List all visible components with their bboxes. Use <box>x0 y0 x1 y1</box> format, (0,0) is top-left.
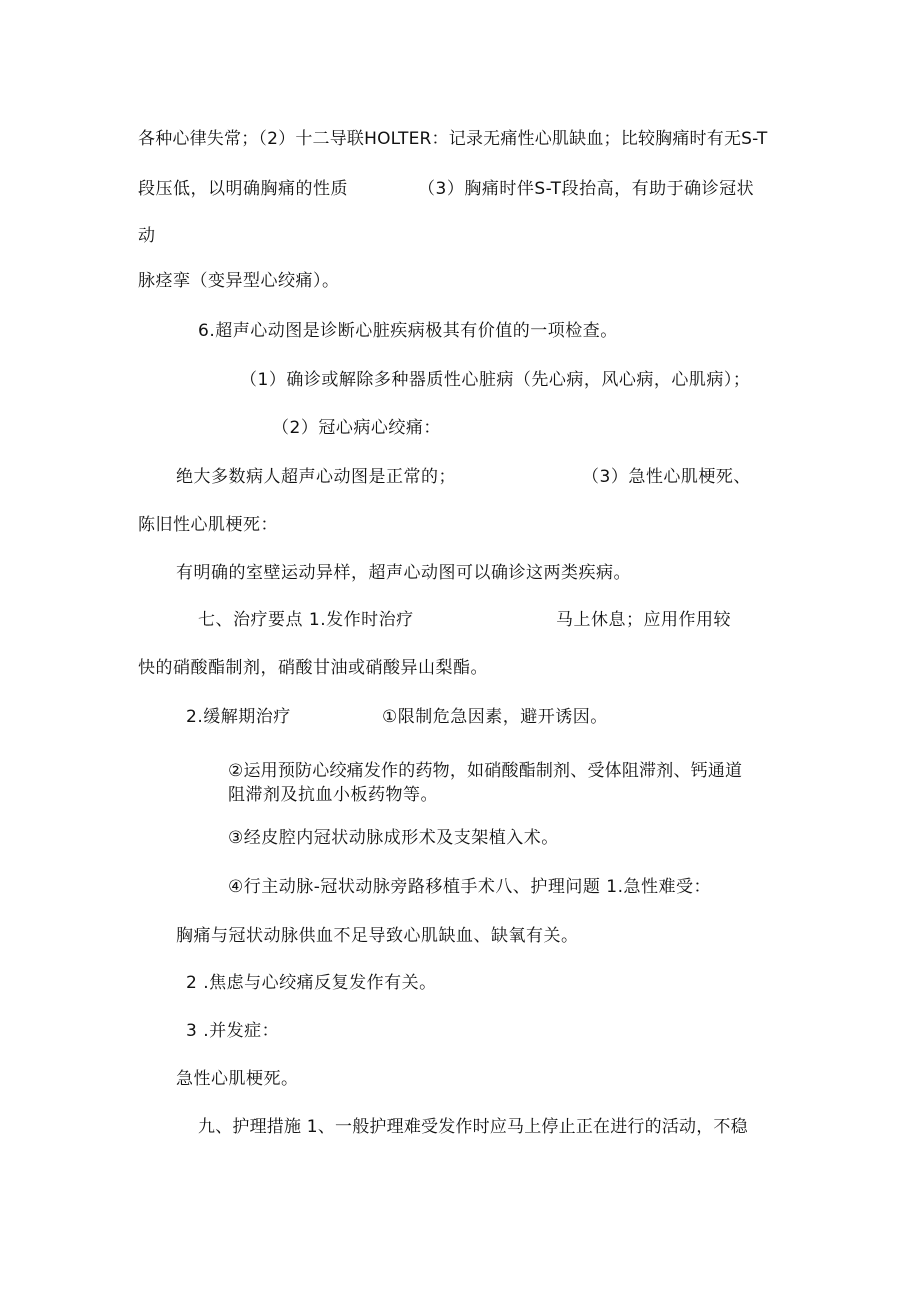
text-line-13: 七、治疗要点 1.发作时治疗 <box>198 610 414 630</box>
text-line-19: 阻滞剂及抗血小板药物等。 <box>228 785 438 805</box>
text-line-16: 2.缓解期治疗 <box>186 707 291 727</box>
text-line-1: 各种心律失常；（2）十二导联HOLTER：记录无痛性心肌缺血；比较胸痛时有无S-T <box>138 129 768 149</box>
text-line-11: 陈旧性心肌梗死： <box>138 515 278 535</box>
text-line-20: ③经皮腔内冠状动脉成形术及支架植入术。 <box>228 828 559 848</box>
text-line-14: 马上休息；应用作用较 <box>556 610 731 630</box>
text-line-18: ②运用预防心绞痛发作的药物，如硝酸酯制剂、受体阻滞剂、钙通道 <box>228 761 743 781</box>
text-line-10: （3）急性心肌梗死、 <box>582 467 751 487</box>
text-line-15: 快的硝酸酯制剂，硝酸甘油或硝酸异山梨酯。 <box>138 658 488 678</box>
text-line-2: 段压低，以明确胸痛的性质 <box>138 179 348 199</box>
text-line-7: （1）确诊或解除多种器质性心脏病（先心病，风心病，心肌病）； <box>240 370 751 390</box>
text-line-8: （2）冠心病心绞痛： <box>272 418 441 438</box>
text-line-21: ④行主动脉-冠状动脉旁路移植手术八、护理问题 1.急性难受： <box>228 877 711 897</box>
text-line-6: 6.超声心动图是诊断心脏疾病极其有价值的一项检查。 <box>198 321 618 341</box>
text-line-3: （3）胸痛时伴S-T段抬高，有助于确诊冠状 <box>418 179 755 199</box>
text-line-17: ①限制危急因素，避开诱因。 <box>382 707 608 727</box>
text-line-4: 动 <box>138 226 156 246</box>
text-line-25: 急性心肌梗死。 <box>176 1069 299 1089</box>
text-line-23: 2 .焦虑与心绞痛反复发作有关。 <box>186 973 437 993</box>
text-line-5: 脉痉挛（变异型心绞痛）。 <box>138 271 340 291</box>
text-line-26: 九、护理措施 1、一般护理难受发作时应马上停止正在进行的活动，不稳 <box>198 1117 748 1137</box>
text-line-22: 胸痛与冠状动脉供血不足导致心肌缺血、缺氧有关。 <box>176 926 579 946</box>
text-line-24: 3 .并发症： <box>186 1021 280 1041</box>
text-line-12: 有明确的室壁运动异样，超声心动图可以确诊这两类疾病。 <box>176 563 631 583</box>
text-line-9: 绝大多数病人超声心动图是正常的； <box>176 467 456 487</box>
